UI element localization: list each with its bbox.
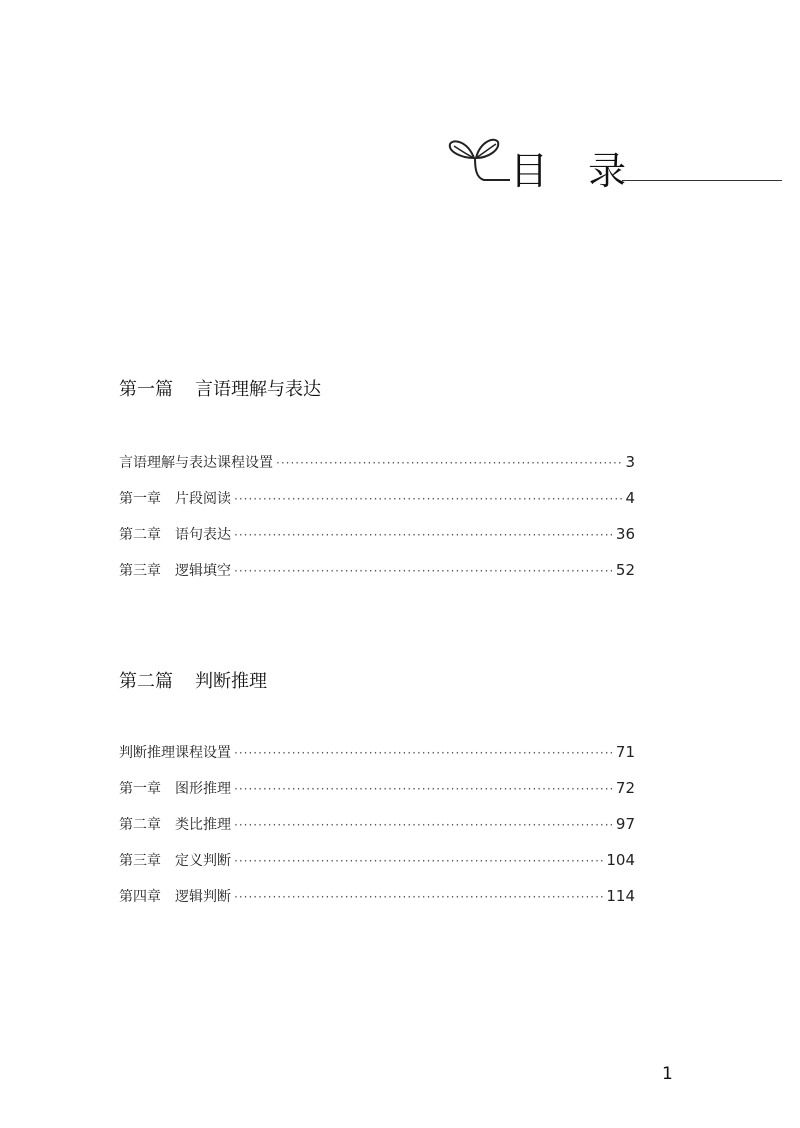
dot-leader xyxy=(234,746,613,760)
toc-header xyxy=(446,128,786,198)
page-number: 1 xyxy=(662,1064,673,1084)
sprout-icon xyxy=(446,128,510,188)
entry-chapter: 第四章 xyxy=(119,889,161,905)
toc-list xyxy=(119,452,639,596)
toc-list xyxy=(119,742,639,922)
part-section xyxy=(119,376,639,596)
dot-leader xyxy=(234,818,613,832)
entry-page: 4 xyxy=(625,489,635,507)
toc-entry[interactable] xyxy=(119,488,635,524)
entry-title: 图形推理 xyxy=(175,781,231,797)
entry-title: 言语理解与表达课程设置 xyxy=(119,455,273,471)
toc-entry[interactable] xyxy=(119,814,635,850)
toc-entry[interactable] xyxy=(119,850,635,886)
entry-page: 36 xyxy=(615,525,635,543)
entry-title: 逻辑判断 xyxy=(175,889,231,905)
part-name: 判断推理 xyxy=(195,671,267,692)
entry-page: 114 xyxy=(606,887,635,905)
part-heading xyxy=(119,668,639,696)
part-name: 言语理解与表达 xyxy=(195,379,321,400)
dot-leader xyxy=(234,528,613,542)
entry-page: 72 xyxy=(615,779,635,797)
title-rule xyxy=(622,180,782,181)
entry-title: 语句表达 xyxy=(175,527,231,543)
part-number: 第一篇 xyxy=(119,379,173,400)
part-number: 第二篇 xyxy=(119,671,173,692)
entry-chapter: 第三章 xyxy=(119,563,161,579)
page-title: 目 录 xyxy=(510,149,641,193)
toc-entry[interactable] xyxy=(119,886,635,922)
dot-leader xyxy=(234,564,613,578)
dot-leader xyxy=(234,854,603,868)
entry-title: 片段阅读 xyxy=(175,491,231,507)
toc-entry[interactable] xyxy=(119,560,635,596)
entry-title: 定义判断 xyxy=(175,853,231,869)
toc-entry[interactable] xyxy=(119,742,635,778)
entry-chapter: 第一章 xyxy=(119,781,161,797)
entry-chapter: 第一章 xyxy=(119,491,161,507)
entry-page: 52 xyxy=(615,561,635,579)
entry-chapter: 第二章 xyxy=(119,817,161,833)
part-heading xyxy=(119,376,639,404)
entry-title: 判断推理课程设置 xyxy=(119,745,231,761)
dot-leader xyxy=(276,456,622,470)
dot-leader xyxy=(234,782,613,796)
entry-page: 104 xyxy=(606,851,635,869)
entry-title: 类比推理 xyxy=(175,817,231,833)
part-section xyxy=(119,668,639,922)
entry-page: 71 xyxy=(615,743,635,761)
entry-chapter: 第二章 xyxy=(119,527,161,543)
entry-page: 3 xyxy=(625,453,635,471)
entry-chapter: 第三章 xyxy=(119,853,161,869)
toc-entry[interactable] xyxy=(119,778,635,814)
toc-entry[interactable] xyxy=(119,524,635,560)
toc-entry[interactable] xyxy=(119,452,635,488)
dot-leader xyxy=(234,492,622,506)
entry-title: 逻辑填空 xyxy=(175,563,231,579)
entry-page: 97 xyxy=(615,815,635,833)
dot-leader xyxy=(234,890,603,904)
